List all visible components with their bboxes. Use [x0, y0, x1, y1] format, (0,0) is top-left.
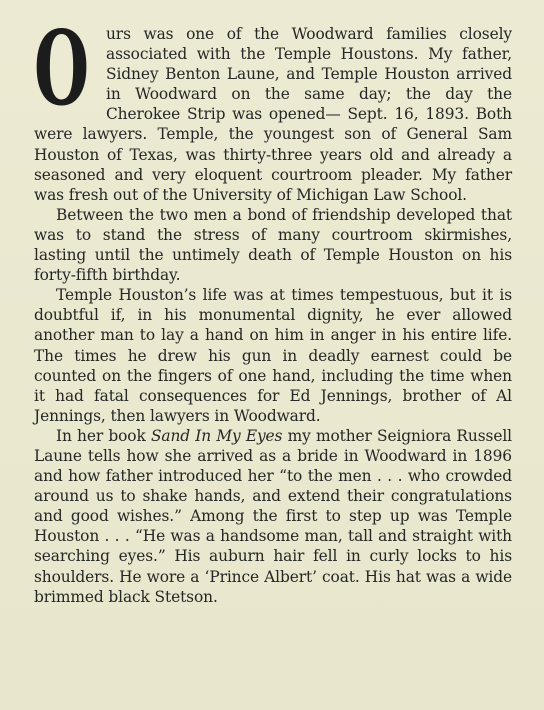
paragraph-1 — [34, 9, 512, 205]
drop-cap-box — [34, 9, 90, 129]
paragraph-4 — [34, 426, 512, 607]
paragraph-4-lead: In her book — [56, 426, 151, 445]
paragraph-4-rest: my mother Seigniora Russell Laune tells how she arrived as a bride in Woodward in 1896 and how father introduced her “to the men . . . who crowded around us to shake hands, and extend their congratulations and good wishes.” Among the first to step up was Temple Houston . . . “He was a handsome man, tall and straight with searching eyes.” His auburn hair fell in curly locks to his shoulders. He wore a ‘Prince Albert’ coat. His hat was a wide brimmed black Stetson. — [34, 426, 512, 606]
paragraph-2: Between the two men a bond of friendship developed that was to stand the stress of many courtroom skirmishes, lasting until the untimely death of Temple Houston on his forty-fifth birthday. — [34, 205, 512, 285]
paragraph-3: Temple Houston’s life was at times tempestuous, but it is doubtful if, in his monumental dignity, he ever allowed another man to lay a hand on him in anger in his entire life. The times he drew his gun in deadly earnest could be counted on the fingers of one hand, including the time when it had fatal consequences for Ed Jennings, brother of Al Jennings, then lawyers in Woodward. — [34, 286, 512, 425]
book-title: Sand In My Eyes — [150, 426, 283, 445]
drop-cap: O — [34, 9, 90, 129]
paragraph-1-text: urs was one of the Woodward families closely associated with the Temple Houstons. My father, Sidney Benton Laune, and Temple Houston arrived in Woodward on the same day; the day the Cherokee Strip was opened— Sept. 16, 1893. Both were lawyers. Temple, the youngest son of General Sam Houston of Texas, was thirty-three years old and already a seasoned and very eloquent courtroom pleader. My father was fresh out of the University of Michigan Law School. — [34, 25, 512, 204]
article-body — [34, 9, 512, 607]
